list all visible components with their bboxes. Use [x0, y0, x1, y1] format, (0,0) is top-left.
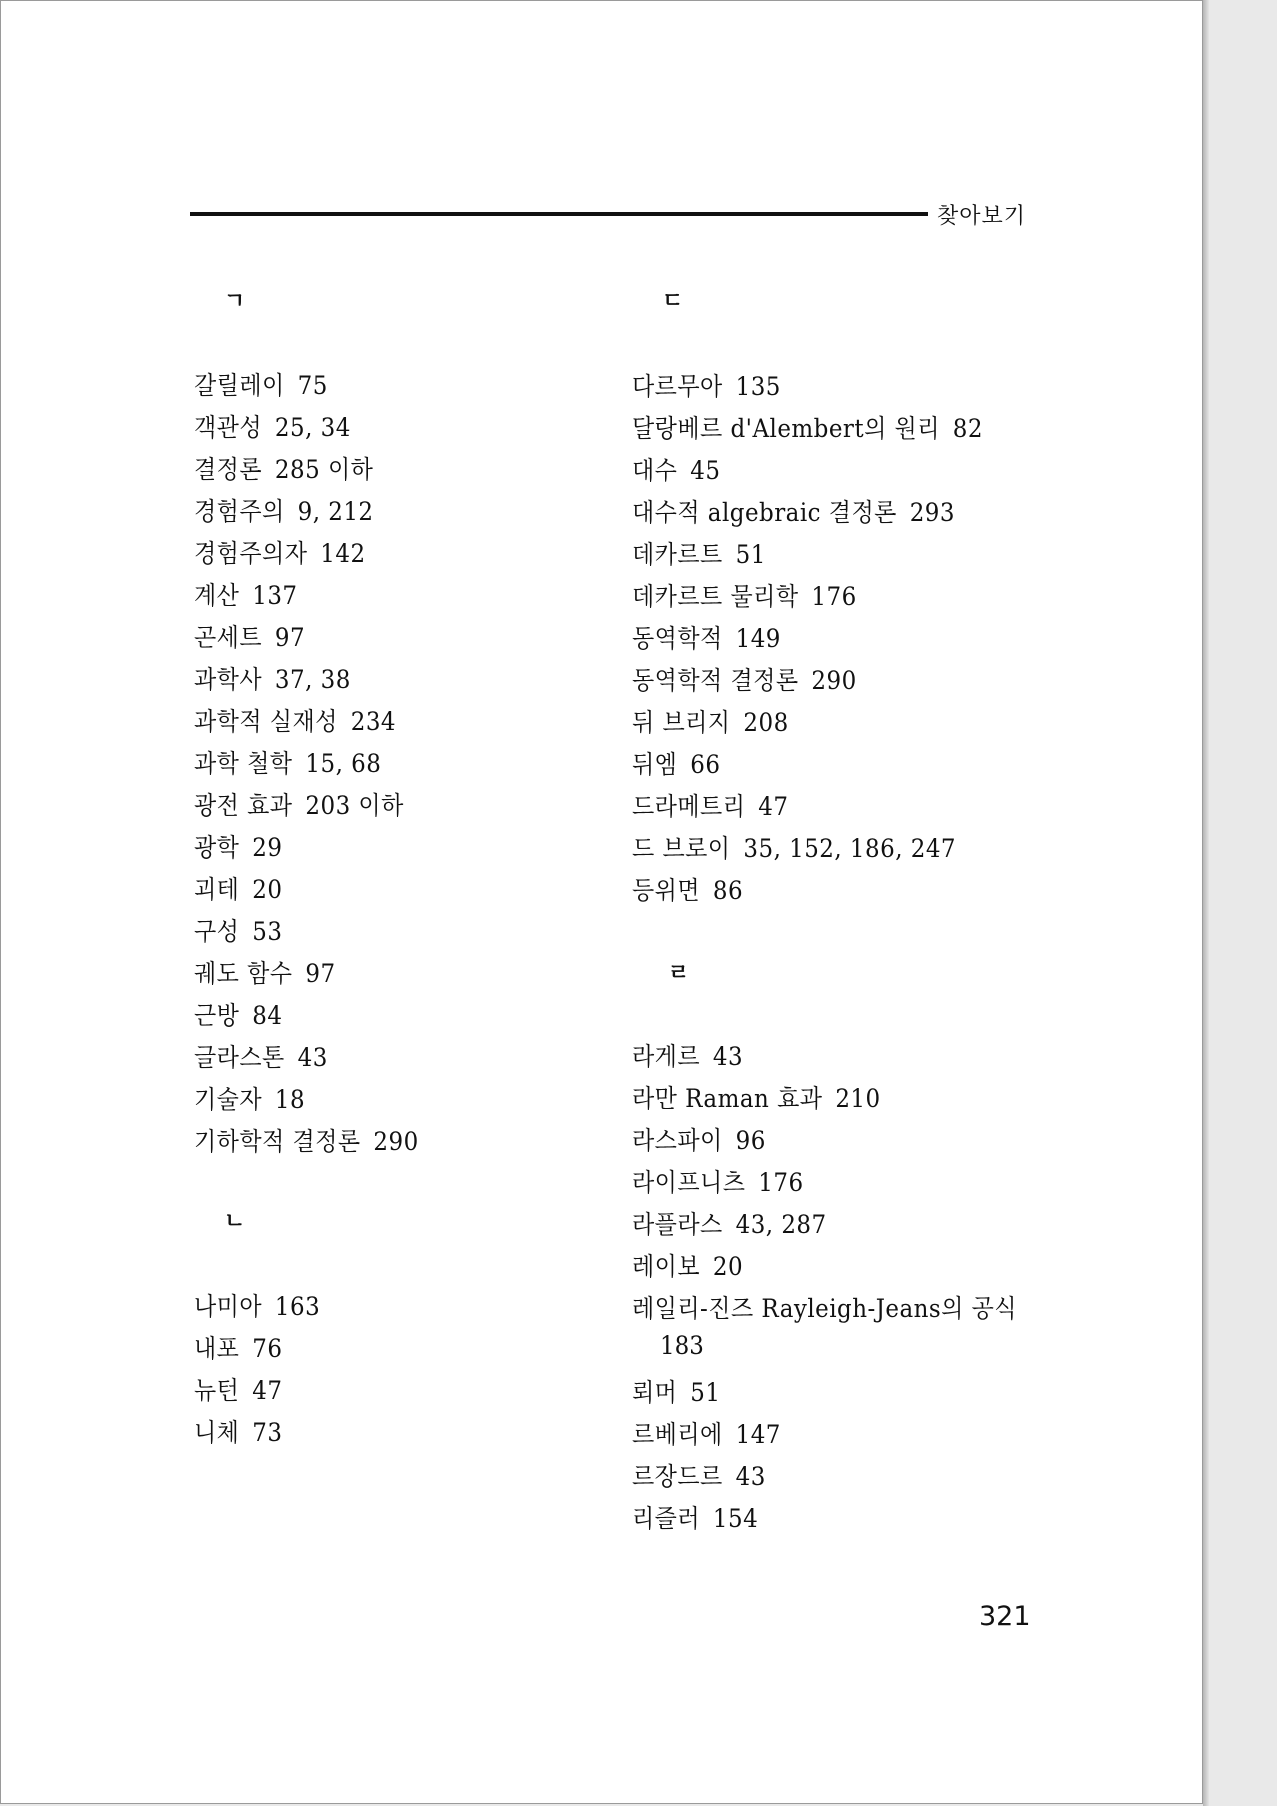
index-term: 경험주의 [194, 497, 285, 526]
index-pages: 176 [758, 1168, 804, 1197]
index-entry [632, 787, 788, 823]
index-entry [632, 577, 857, 613]
section-letter: ㄷ [662, 289, 684, 314]
index-entry [632, 1289, 1030, 1325]
index-term: 곤세트 [194, 623, 263, 652]
index-pages: 137 [252, 581, 298, 610]
index-entry [632, 1457, 766, 1493]
index-entry [632, 871, 743, 907]
index-entry [194, 702, 396, 738]
index-term: 괴테 [194, 875, 240, 904]
index-entry [194, 366, 328, 402]
index-entry [632, 1163, 804, 1199]
index-pages: 45 [690, 456, 721, 485]
index-term: 동역학적 [632, 624, 723, 653]
index-pages: 82 [952, 414, 983, 443]
index-term: 기하학적 결정론 [194, 1127, 361, 1156]
index-pages: 163 [274, 1292, 321, 1321]
index-entry [194, 660, 351, 696]
index-pages: 35, 152, 186, 247 [743, 834, 957, 863]
index-pages: 43 [297, 1043, 328, 1072]
index-pages: 20 [252, 875, 283, 904]
index-term: 결정론 [194, 455, 263, 484]
index-term: 데카르트 물리학 [632, 582, 799, 611]
index-entry [632, 535, 766, 571]
index-term: 라이프니츠 [632, 1168, 746, 1197]
index-pages: 37, 38 [274, 665, 351, 694]
index-pages: 147 [735, 1420, 781, 1449]
index-term: 니체 [194, 1418, 240, 1447]
index-entry [194, 828, 282, 864]
index-pages: 96 [735, 1126, 766, 1155]
index-term: 기술자 [194, 1085, 263, 1114]
page-header-title: 찾아보기 [937, 204, 1027, 229]
index-term: 드라메트리 [632, 792, 746, 821]
index-entry [632, 1499, 758, 1535]
index-entry [194, 1329, 282, 1365]
index-entry [194, 1371, 282, 1407]
index-term: 르장드르 [632, 1462, 723, 1491]
index-term: 라스파이 [632, 1126, 723, 1155]
index-entry [632, 661, 857, 697]
index-term: 동역학적 결정론 [632, 666, 799, 695]
index-entry [194, 996, 282, 1032]
index-term: 리즐러 [632, 1504, 701, 1533]
index-entry [632, 619, 781, 655]
index-entry [632, 703, 789, 739]
page-number: 321 [979, 1601, 1031, 1632]
index-term: 대수 [632, 456, 678, 485]
index-pages: 53 [252, 917, 283, 946]
index-pages: 97 [305, 959, 336, 988]
index-entry [632, 451, 720, 487]
index-pages: 176 [811, 582, 857, 611]
index-entry [194, 534, 366, 570]
index-pages: 20 [712, 1252, 744, 1281]
index-term: 데카르트 [632, 540, 723, 569]
index-term: 뒤엠 [632, 750, 678, 779]
index-entry [632, 829, 956, 865]
index-term: 광학 [194, 833, 240, 862]
index-entry [194, 1287, 320, 1323]
index-term: 구성 [194, 917, 240, 946]
index-term: 드 브로이 [632, 834, 731, 863]
index-term: 등위면 [632, 876, 701, 905]
index-pages: 135 [735, 372, 781, 401]
index-term: 계산 [194, 581, 240, 610]
index-term: 라만 Raman 효과 [632, 1084, 823, 1113]
index-entry [632, 1247, 743, 1283]
index-entry [194, 1122, 419, 1158]
index-term: 내포 [194, 1334, 240, 1363]
index-term: 궤도 함수 [194, 959, 293, 988]
index-entry [632, 1373, 720, 1409]
index-pages: 9, 212 [297, 497, 374, 526]
index-pages: 234 [350, 707, 397, 736]
index-pages: 25, 34 [274, 413, 351, 442]
index-pages: 43, 287 [735, 1210, 827, 1239]
section-letter: ㄹ [668, 961, 690, 986]
index-pages: 47 [252, 1376, 283, 1405]
index-pages: 18 [274, 1085, 306, 1114]
index-entry [632, 1121, 766, 1157]
index-entry [194, 408, 351, 444]
index-entry [194, 1038, 328, 1074]
index-pages: 154 [712, 1504, 759, 1533]
index-entry [632, 409, 983, 445]
index-term: 과학사 [194, 665, 263, 694]
index-pages: 75 [297, 371, 328, 400]
index-term: 레이보 [632, 1252, 701, 1281]
index-pages: 183 [660, 1331, 704, 1360]
index-pages: 47 [758, 792, 789, 821]
index-term: 근방 [194, 1001, 240, 1030]
index-entry [194, 1413, 282, 1449]
index-term: 달랑베르 d'Alembert의 원리 [632, 414, 940, 443]
index-pages: 97 [274, 623, 306, 652]
index-term: 글라스톤 [194, 1043, 285, 1072]
index-term: 경험주의자 [194, 539, 308, 568]
index-pages: 285 이하 [274, 455, 374, 484]
index-pages: 51 [690, 1378, 721, 1407]
index-pages: 73 [252, 1418, 283, 1447]
index-pages: 293 [909, 498, 955, 527]
index-term: 다르무아 [632, 372, 723, 401]
index-pages: 149 [735, 624, 781, 653]
index-pages: 76 [252, 1334, 283, 1363]
index-entry [194, 786, 404, 822]
index-entry [194, 954, 336, 990]
index-term: 과학적 실재성 [194, 707, 338, 736]
index-term: 나미아 [194, 1292, 263, 1321]
index-term: 라게르 [632, 1042, 701, 1071]
index-entry [632, 745, 720, 781]
index-term: 갈릴레이 [194, 371, 285, 400]
index-pages: 29 [252, 833, 283, 862]
section-letter: ㄱ [224, 289, 246, 314]
index-entry [194, 1080, 305, 1116]
index-term: 대수적 algebraic 결정론 [632, 498, 897, 527]
index-entry [632, 367, 781, 403]
index-entry [194, 450, 373, 486]
index-pages: 43 [712, 1042, 744, 1071]
index-entry [194, 912, 282, 948]
index-pages: 66 [690, 750, 721, 779]
index-entry [194, 870, 282, 906]
index-pages: 43 [735, 1462, 766, 1491]
index-entry [632, 493, 955, 529]
index-entry [632, 1079, 881, 1115]
index-pages: 142 [320, 539, 366, 568]
header-rule [190, 212, 928, 216]
index-pages: 290 [811, 666, 857, 695]
index-pages: 203 이하 [305, 791, 404, 820]
index-term: 레일리-진즈 Rayleigh-Jeans의 공식 [632, 1294, 1017, 1323]
index-entry [194, 576, 298, 612]
index-pages: 210 [835, 1084, 881, 1113]
index-entry [194, 618, 305, 654]
index-pages: 86 [712, 876, 744, 905]
index-term: 뒤 브리지 [632, 708, 731, 737]
index-pages: 51 [735, 540, 766, 569]
page-shadow [1203, 0, 1209, 1806]
index-term: 광전 효과 [194, 791, 293, 820]
index-pages: 15, 68 [305, 749, 382, 778]
index-entry [194, 492, 374, 528]
index-term: 르베리에 [632, 1420, 723, 1449]
index-entry [632, 1205, 827, 1241]
index-entry [194, 744, 381, 780]
index-term: 뢰머 [632, 1378, 678, 1407]
index-pages: 208 [743, 708, 789, 737]
index-entry [632, 1037, 743, 1073]
index-term: 과학 철학 [194, 749, 293, 778]
index-pages: 84 [252, 1001, 283, 1030]
index-entry [632, 1415, 781, 1451]
index-term: 뉴턴 [194, 1376, 240, 1405]
index-term: 라플라스 [632, 1210, 723, 1239]
section-letter: ㄴ [224, 1209, 246, 1234]
index-pages: 290 [373, 1127, 419, 1156]
index-term: 객관성 [194, 413, 263, 442]
